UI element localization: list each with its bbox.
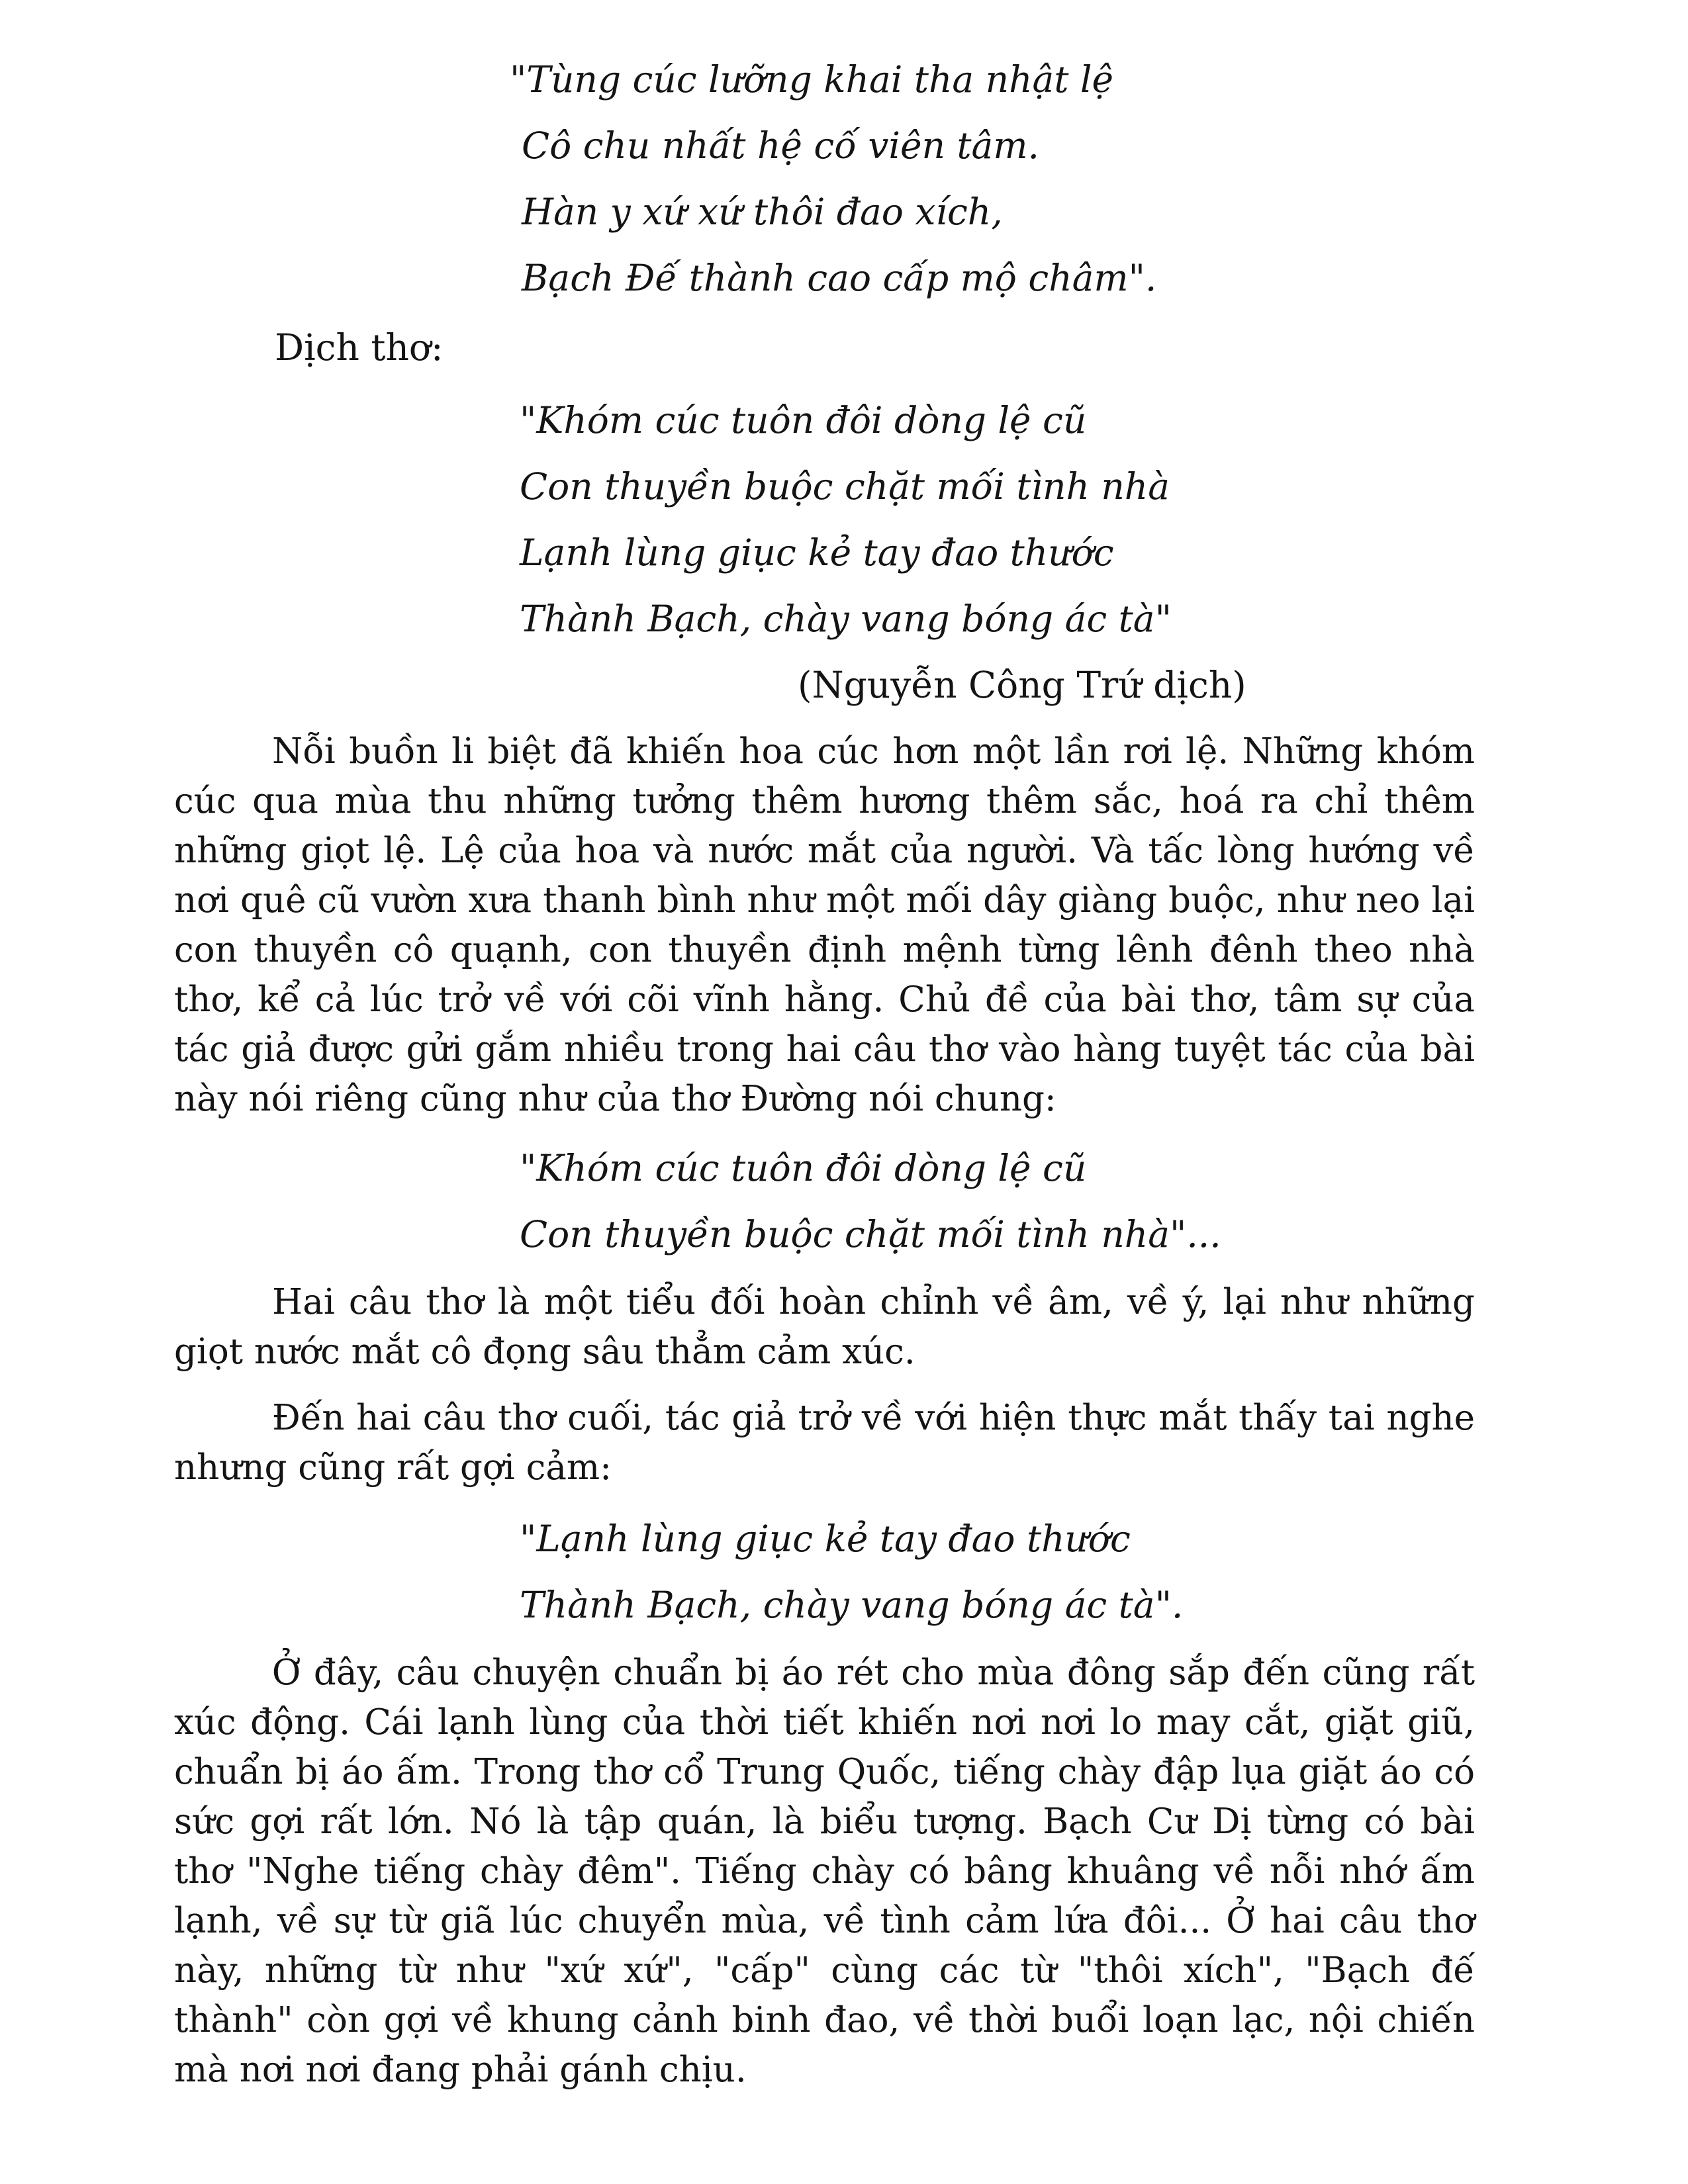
quote-line: "Khóm cúc tuôn đôi dòng lệ cũ	[520, 1147, 1087, 1189]
quote-line: "Lạnh lùng giục kẻ tay đao thước	[520, 1518, 1131, 1560]
poem-line: Con thuyền buộc chặt mối tình nhà	[520, 465, 1170, 508]
poem-line: "Khóm cúc tuôn đôi dòng lệ cũ	[520, 399, 1087, 441]
translator-credit: (Nguyễn Công Trứ dịch)	[798, 664, 1246, 706]
poem-line: Cô chu nhất hệ cố viên tâm.	[522, 124, 1039, 167]
body-paragraph: Đến hai câu thơ cuối, tác giả trở về với hiện thực mắt thấy tai nghe nhưng cũng rất gợi cảm:	[174, 1398, 1475, 1488]
quote-line: Thành Bạch, chày vang bóng ác tà".	[520, 1584, 1184, 1626]
poem-line: Bạch Đế thành cao cấp mộ châm".	[522, 257, 1157, 299]
poem-translation	[520, 387, 1172, 652]
poem-line: Thành Bạch, chày vang bóng ác tà"	[520, 598, 1172, 640]
body-paragraph: Hai câu thơ là một tiểu đối hoàn chỉnh về âm, về ý, lại như những giọt nước mắt cô đọng sâu thẳm cảm xúc.	[174, 1282, 1475, 1372]
poem-line: Hàn y xứ xứ thôi đao xích,	[522, 191, 1003, 233]
body-paragraph: Nỗi buồn li biệt đã khiến hoa cúc hơn một lần rơi lệ. Những khóm cúc qua mùa thu những tưởng thêm hương thêm sắc, hoá ra chỉ thêm những giọt lệ. Lệ của hoa và nước mắt của người. Và tấc lòng hướng về nơi quê cũ vườn xưa thanh bình như một mối dây giàng buộc, như neo lại con thuyền cô quạnh, con thuyền định mệnh từng lênh đênh theo nhà thơ, kể cả lúc trở về với cõi vĩnh hằng. Chủ đề của bài thơ, tâm sự của tác giả được gửi gắm nhiều trong hai câu thơ vào hàng tuyệt tác của bài này nói riêng cũng như của thơ Đường nói chung:	[174, 731, 1475, 1119]
translation-label: Dịch thơ:	[275, 326, 444, 369]
poem-line: "Tùng cúc lưỡng khai tha nhật lệ	[510, 58, 1114, 101]
body-paragraph: Ở đây, câu chuyện chuẩn bị áo rét cho mùa đông sắp đến cũng rất xúc động. Cái lạnh lùng của thời tiết khiến nơi nơi lo may cắt, giặt giũ, chuẩn bị áo ấm. Trong thơ cổ Trung Quốc, tiếng chày đập lụa giặt áo có sức gợi rất lớn. Nó là tập quán, là biểu tượng. Bạch Cư Dị từng có bài thơ "Nghe tiếng chày đêm". Tiếng chày có bâng khuâng về nỗi nhớ ấm lạnh, về sự từ giã lúc chuyển mùa, về tình cảm lứa đôi... Ở hai câu thơ này, những từ như "xứ xứ", "cấp" cùng các từ "thôi xích", "Bạch đế thành" còn gợi về khung cảnh binh đao, về thời buổi loạn lạc, nội chiến mà nơi nơi đang phải gánh chịu.	[174, 1653, 1475, 2090]
quote-block	[520, 1135, 1221, 1267]
quote-block	[520, 1506, 1183, 1638]
poem-line: Lạnh lùng giục kẻ tay đao thước	[520, 531, 1114, 574]
poem-original	[510, 46, 1156, 311]
quote-line: Con thuyền buộc chặt mối tình nhà"...	[520, 1213, 1221, 1255]
